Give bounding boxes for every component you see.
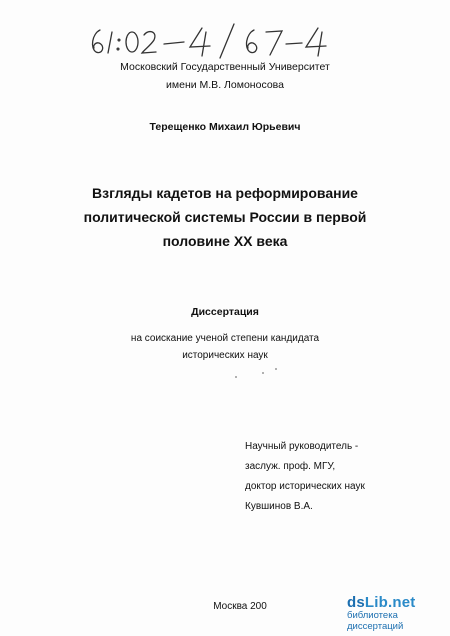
- scan-speck: [235, 376, 237, 378]
- dslib-logo: [347, 594, 450, 611]
- handwritten-registry-number: [86, 20, 336, 60]
- watermark-subtitle: библиотека диссертаций: [347, 610, 404, 632]
- advisor-block: [245, 437, 365, 517]
- degree-line: исторических наук: [182, 350, 268, 361]
- scan-speck: [275, 368, 277, 370]
- dslib-watermark[interactable]: [347, 594, 450, 636]
- thesis-title-line: политической системы России в первой: [83, 209, 367, 225]
- university-dedication: имени М.В. Ломоносова: [166, 79, 284, 91]
- author-name: Терещенко Михаил Юрьевич: [149, 121, 301, 133]
- thesis-title: [0, 181, 450, 253]
- university-name: Московский Государственный Университет: [120, 61, 330, 73]
- thesis-title-line: Взгляды кадетов на реформирование: [92, 185, 358, 201]
- degree-statement: [0, 330, 450, 364]
- advisor-line: доктор исторических наук: [245, 481, 365, 492]
- work-type: Диссертация: [191, 306, 259, 318]
- logo-prefix: ds: [347, 594, 365, 611]
- degree-line: на соискание ученой степени кандидата: [130, 333, 320, 344]
- logo-main: Lib.net: [364, 594, 416, 611]
- handwritten-registry-number-image: [86, 20, 336, 60]
- advisor-line: Научный руководитель -: [245, 441, 359, 452]
- scan-speck: [262, 372, 264, 374]
- advisor-line: заслуж. проф. МГУ,: [245, 461, 336, 472]
- thesis-title-line: половине XX века: [162, 233, 288, 249]
- advisor-line: Кувшинов В.А.: [245, 501, 313, 512]
- city-year: Москва 200: [213, 601, 267, 612]
